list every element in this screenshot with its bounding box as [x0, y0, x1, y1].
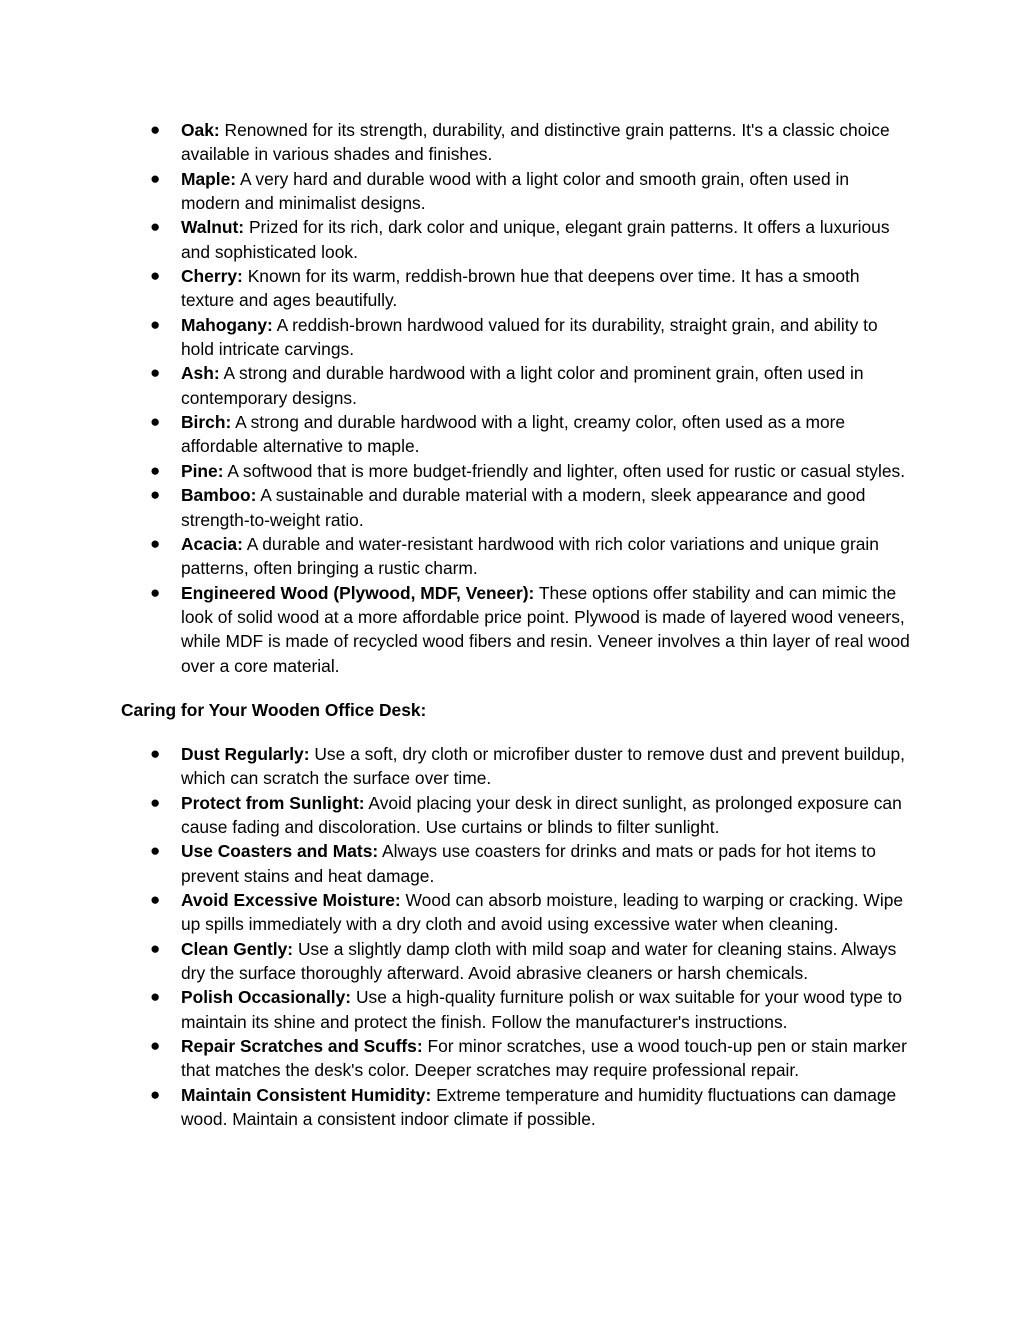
list-item-term: Clean Gently:	[181, 938, 294, 959]
bullet-icon: ●	[150, 938, 161, 958]
list-item-text: Avoid placing your desk in direct sunlight, as prolonged exposure can cause fading and discoloration. Use curtains or blinds to filter sunlight.	[181, 792, 902, 837]
bullet-icon: ●	[150, 485, 161, 505]
list-item	[121, 581, 911, 678]
list-item-text: Always use coasters for drinks and mats or pads for hot items to prevent stains and heat damage.	[181, 841, 876, 886]
list-item-term: Maintain Consistent Humidity:	[181, 1084, 432, 1105]
list-item-text: A sustainable and durable material with a modern, sleek appearance and good strength-to-weight ratio.	[181, 485, 866, 530]
bullet-icon: ●	[150, 1036, 161, 1056]
list-item-term: Walnut:	[181, 217, 245, 238]
list-item	[121, 459, 911, 483]
list-item-text: Wood can absorb moisture, leading to warping or cracking. Wipe up spills immediately with a dry cloth and avoid using excessive water when cleaning.	[181, 889, 904, 935]
list-item-term: Birch:	[181, 412, 232, 433]
care-tips-list	[121, 742, 911, 1132]
list-item-term: Ash:	[181, 363, 220, 384]
list-item-term: Pine:	[181, 460, 224, 481]
bullet-icon: ●	[150, 582, 161, 602]
list-item-term: Cherry:	[181, 266, 243, 287]
list-item-term: Engineered Wood (Plywood, MDF, Veneer):	[181, 582, 535, 603]
list-item-text: A reddish-brown hardwood valued for its durability, straight grain, and ability to hold intricate carvings.	[181, 314, 878, 360]
list-item-text: Extreme temperature and humidity fluctuations can damage wood. Maintain a consistent indoor climate if possible.	[181, 1084, 897, 1130]
list-item	[121, 167, 911, 216]
list-item	[121, 532, 911, 581]
list-item-term: Mahogany:	[181, 314, 273, 335]
bullet-icon: ●	[150, 1084, 161, 1104]
list-item-text: A strong and durable hardwood with a light, creamy color, often used as a more affordable alternative to maple.	[181, 412, 846, 457]
list-item	[121, 937, 911, 986]
list-item	[121, 888, 911, 937]
list-item-term: Polish Occasionally:	[181, 987, 352, 1008]
list-item	[121, 361, 911, 410]
list-item-text: A very hard and durable wood with a light color and smooth grain, often used in modern and minimalist designs.	[181, 168, 849, 214]
list-item-text: Known for its warm, reddish-brown hue that deepens over time. It has a smooth texture and ages beautifully.	[181, 266, 860, 311]
list-item	[121, 215, 911, 264]
section-heading: Caring for Your Wooden Office Desk:	[121, 699, 427, 720]
list-item	[121, 264, 911, 313]
bullet-icon: ●	[150, 460, 161, 480]
bullet-icon: ●	[150, 743, 161, 763]
list-item-term: Oak:	[181, 120, 220, 140]
list-item	[121, 1034, 911, 1083]
list-item	[121, 742, 911, 791]
list-item	[121, 483, 911, 532]
list-item-text: Use a high-quality furniture polish or wax suitable for your wood type to maintain its shine and protect the finish. Follow the manufacturer's instructions.	[181, 987, 903, 1032]
list-item-text: A softwood that is more budget-friendly and lighter, often used for rustic or casual styles.	[223, 460, 906, 481]
bullet-icon: ●	[150, 120, 161, 139]
bullet-icon: ●	[150, 217, 161, 237]
list-item	[121, 410, 911, 459]
list-item-text: Use a slightly damp cloth with mild soap and water for cleaning stains. Always dry the surface thoroughly afterward. Avoid abrasive cleaners or harsh chemicals.	[181, 938, 897, 983]
bullet-icon: ●	[150, 363, 161, 383]
list-item	[121, 118, 911, 167]
list-item-term: Maple:	[181, 168, 237, 189]
list-item-text: Renowned for its strength, durability, and distinctive grain patterns. It's a classic choice available in various shades and finishes.	[181, 120, 890, 165]
bullet-icon: ●	[150, 841, 161, 861]
list-item-term: Avoid Excessive Moisture:	[181, 889, 401, 910]
list-item-text: A strong and durable hardwood with a light color and prominent grain, often used in contemporary designs.	[181, 363, 864, 408]
list-item-term: Dust Regularly:	[181, 743, 310, 764]
bullet-icon: ●	[150, 533, 161, 553]
bullet-icon: ●	[150, 314, 161, 334]
bullet-icon: ●	[150, 168, 161, 188]
list-item-term: Acacia:	[181, 533, 243, 554]
list-item-term: Repair Scratches and Scuffs:	[181, 1036, 423, 1057]
list-item	[121, 1083, 911, 1132]
bullet-icon: ●	[150, 412, 161, 432]
list-item-term: Bamboo:	[181, 485, 257, 506]
list-item-text: Use a soft, dry cloth or microfiber duster to remove dust and prevent buildup, which can scratch the surface over time.	[181, 743, 905, 789]
document-page	[121, 118, 911, 1131]
wood-types-list	[121, 118, 911, 678]
list-item	[121, 985, 911, 1034]
list-item	[121, 313, 911, 362]
list-item	[121, 791, 911, 840]
list-item-text: These options offer stability and can mimic the look of solid wood at a more affordable price point. Plywood is made of layered wood veneers, while MDF is made of recycled wood fibers and resin. Veneer involves a thin layer of real wood over a core material.	[181, 582, 910, 676]
list-item-text: Prized for its rich, dark color and unique, elegant grain patterns. It offers a luxurious and sophisticated look.	[181, 217, 890, 262]
bullet-icon: ●	[150, 987, 161, 1007]
list-item	[121, 839, 911, 888]
bullet-icon: ●	[150, 889, 161, 909]
bullet-icon: ●	[150, 266, 161, 286]
list-item-text: For minor scratches, use a wood touch-up pen or stain marker that matches the desk's color. Deeper scratches may require professional repair.	[181, 1036, 907, 1081]
list-item-term: Use Coasters and Mats:	[181, 841, 379, 862]
list-item-text: A durable and water-resistant hardwood with rich color variations and unique grain patterns, often bringing a rustic charm.	[181, 533, 879, 579]
list-item-term: Protect from Sunlight:	[181, 792, 365, 813]
bullet-icon: ●	[150, 792, 161, 812]
